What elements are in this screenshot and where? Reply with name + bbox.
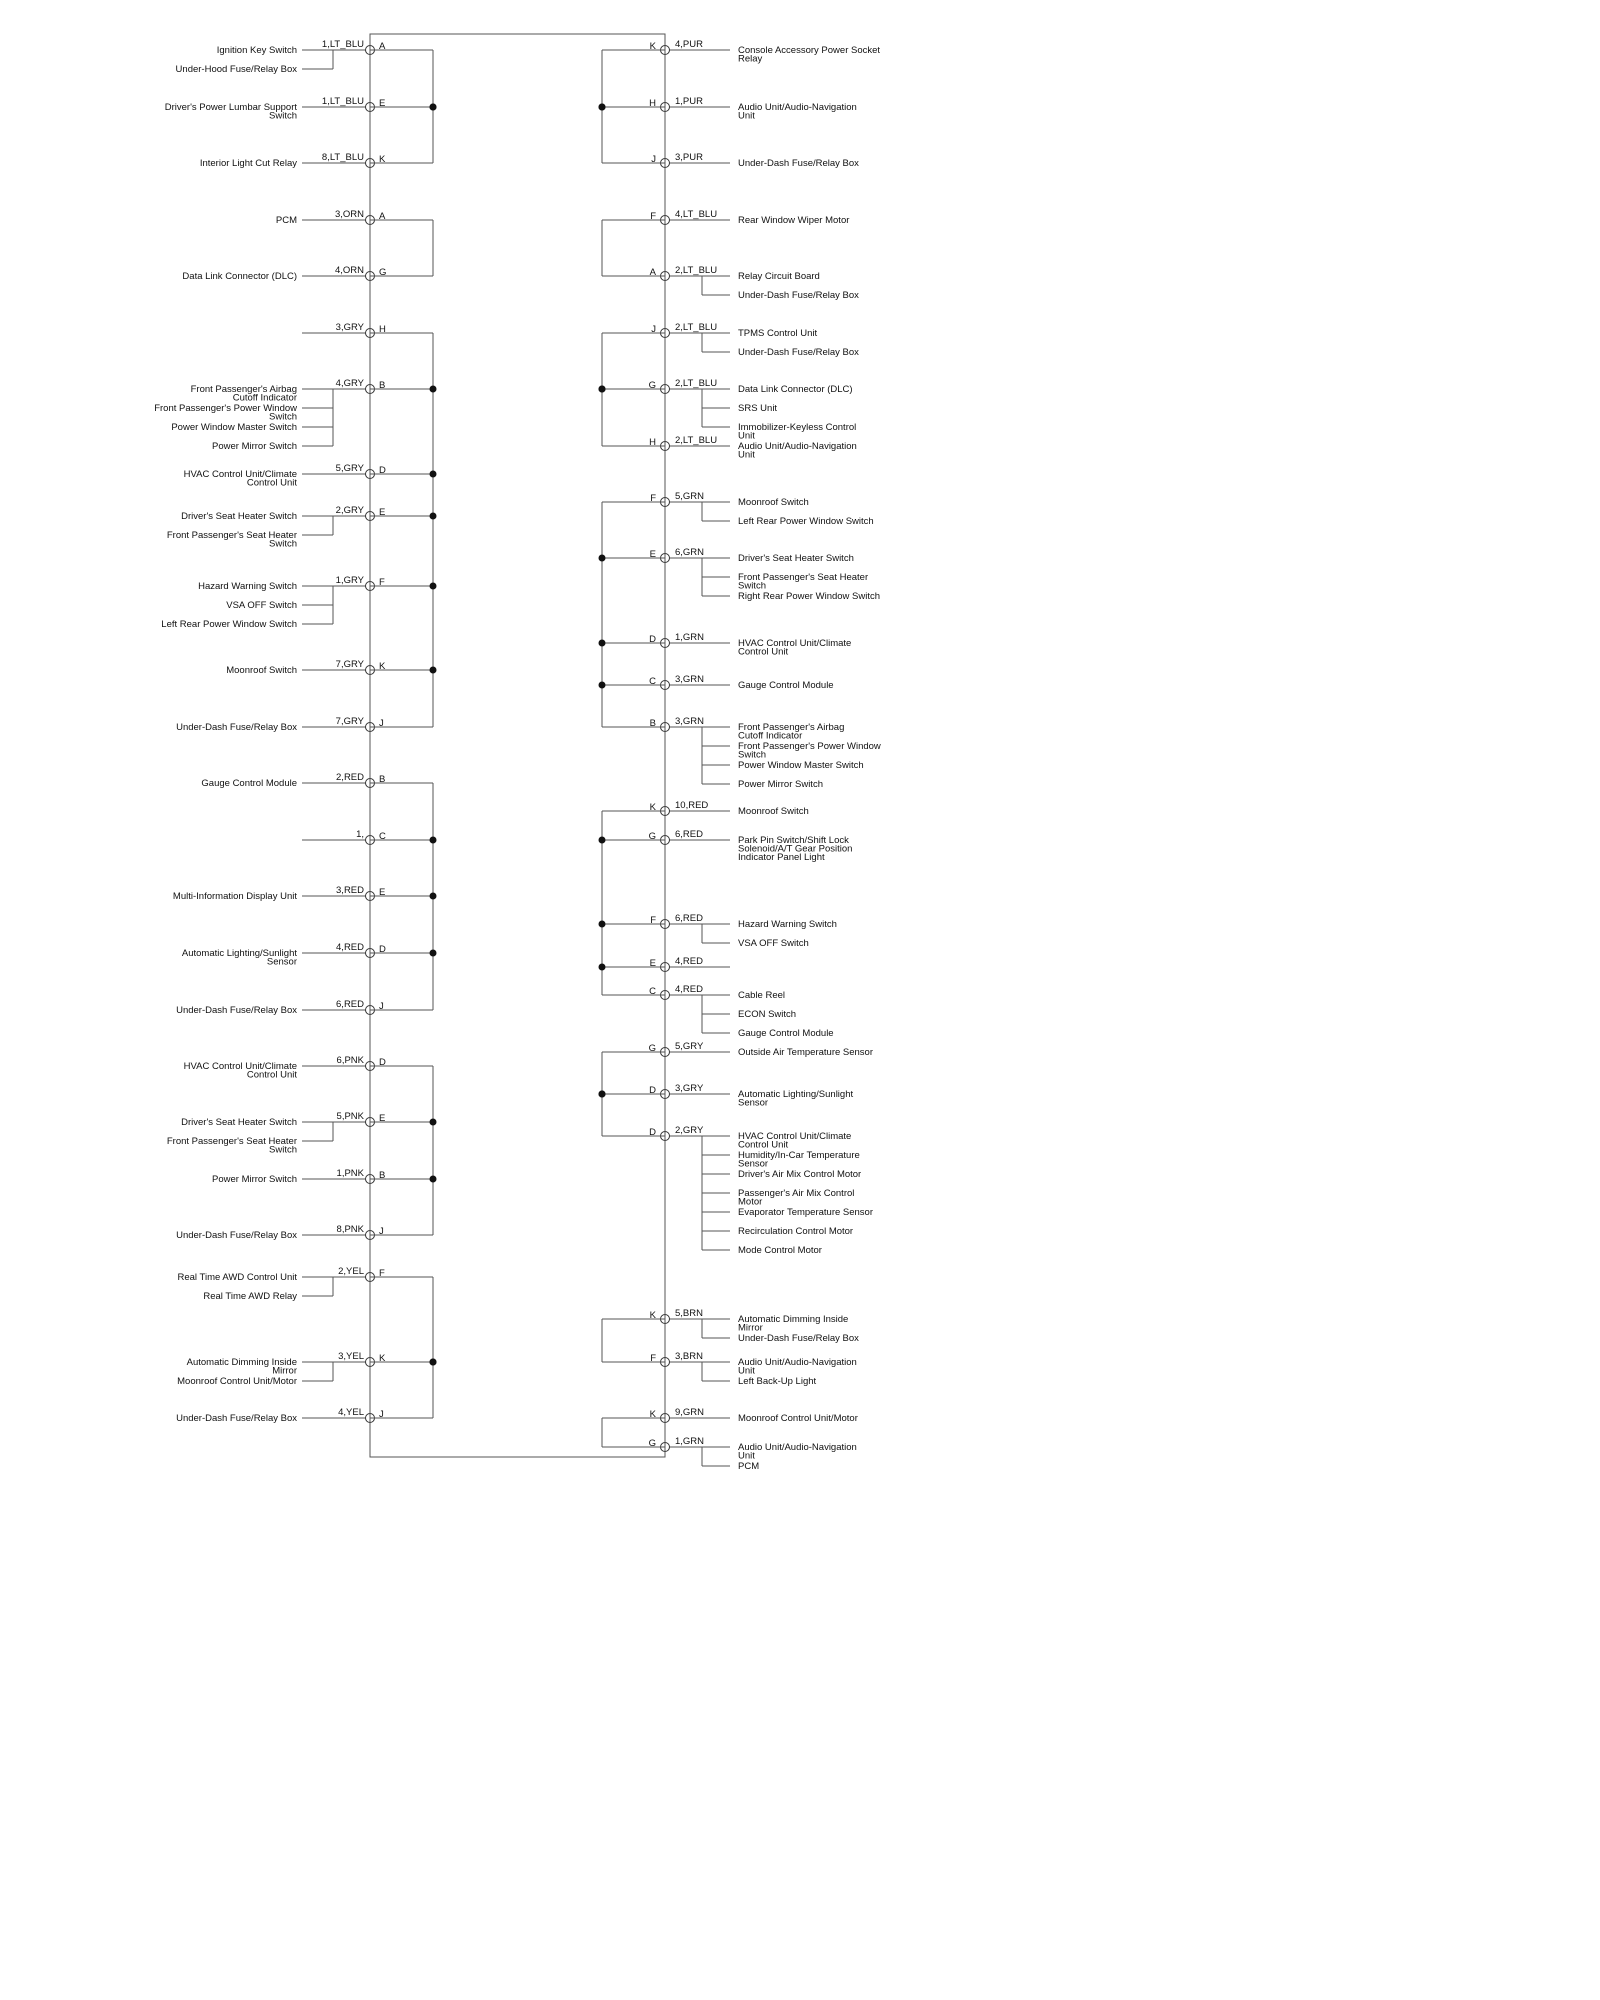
destination-label: Driver's Seat Heater Switch (738, 553, 854, 564)
circuit-label: 2,YEL (338, 1266, 364, 1277)
destination-label: Under-Dash Fuse/Relay Box (176, 1005, 297, 1016)
destination-label: Park Pin Switch/Shift Lock Solenoid/A/T Gear Position Indicator Panel Light (738, 835, 853, 864)
pin-letter: G (379, 267, 387, 278)
pin-letter: H (649, 98, 656, 109)
circuit-label: 6,RED (336, 999, 364, 1010)
destination-label: HVAC Control Unit/Climate Control Unit (738, 1131, 852, 1151)
destination-label: Moonroof Control Unit/Motor (738, 1413, 858, 1424)
destination-label: Driver's Seat Heater Switch (181, 1117, 297, 1128)
destination-label: Right Rear Power Window Switch (738, 591, 881, 602)
pin-letter: K (379, 154, 386, 165)
destination-label: ECON Switch (738, 1009, 797, 1020)
destination-label: Under-Hood Fuse/Relay Box (175, 64, 297, 75)
splice-point-icon (430, 893, 437, 900)
circuit-label: 2,LT_BLU (675, 322, 718, 333)
pin-letter: B (379, 774, 386, 785)
destination-label: HVAC Control Unit/Climate Control Unit (183, 469, 297, 489)
destination-label: VSA OFF Switch (226, 600, 297, 611)
module-outline (370, 34, 665, 1457)
destination-label: Recirculation Control Motor (738, 1226, 854, 1237)
circuit-label: 3,ORN (334, 209, 364, 220)
destination-label: Under-Dash Fuse/Relay Box (176, 722, 297, 733)
pin-letter: D (649, 1085, 656, 1096)
pin-letter: J (379, 1226, 384, 1237)
splice-point-icon (599, 682, 606, 689)
circuit-label: 1,GRN (675, 1436, 705, 1447)
splice-point-icon (430, 583, 437, 590)
destination-label: Moonroof Switch (738, 497, 809, 508)
splice-point-icon (599, 1091, 606, 1098)
destination-label: Passenger's Air Mix Control Motor (738, 1188, 855, 1208)
pin-letter: F (650, 211, 656, 222)
circuit-label: 4,RED (336, 942, 364, 953)
pin-letter: B (379, 1170, 386, 1181)
pin-letter: E (379, 507, 386, 518)
circuit-label: 3,GRY (675, 1083, 704, 1094)
circuit-label: 3,RED (336, 885, 364, 896)
pin-letter: J (379, 1409, 384, 1420)
splice-point-icon (599, 104, 606, 111)
pin-letter: A (379, 211, 386, 222)
pin-letter: G (648, 1438, 656, 1449)
destination-label: Front Passenger's Seat Heater Switch (166, 1136, 297, 1156)
destination-label: Moonroof Switch (226, 665, 297, 676)
destination-label: Interior Light Cut Relay (199, 158, 297, 169)
destination-label: Audio Unit/Audio-Navigation Unit (738, 1442, 857, 1462)
splice-point-icon (599, 837, 606, 844)
pin-letter: K (649, 1409, 656, 1420)
circuit-label: 6,RED (675, 829, 703, 840)
destination-label: Ignition Key Switch (216, 45, 297, 56)
pin-letter: F (650, 915, 656, 926)
circuit-label: 1,LT_BLU (321, 96, 364, 107)
destination-label: Front Passenger's Power Window Switch (738, 741, 881, 761)
splice-point-icon (430, 1119, 437, 1126)
pin-letter: B (379, 380, 386, 391)
pin-letter: F (650, 1353, 656, 1364)
destination-label: Gauge Control Module (201, 778, 297, 789)
destination-label: Data Link Connector (DLC) (182, 271, 297, 282)
pin-letter: H (649, 437, 656, 448)
circuit-label: 2,LT_BLU (675, 378, 718, 389)
splice-point-icon (430, 950, 437, 957)
circuit-label: 8,LT_BLU (321, 152, 364, 163)
pin-letter: E (649, 958, 656, 969)
destination-label: Evaporator Temperature Sensor (738, 1207, 874, 1218)
circuit-label: 3,PUR (675, 152, 703, 163)
destination-label: Gauge Control Module (738, 680, 834, 691)
destination-label: Moonroof Switch (738, 806, 809, 817)
destination-label: HVAC Control Unit/Climate Control Unit (738, 638, 852, 658)
destination-label: Front Passenger's Seat Heater Switch (166, 530, 297, 550)
destination-label: Cable Reel (738, 990, 785, 1001)
splice-point-icon (430, 837, 437, 844)
pin-letter: D (379, 465, 386, 476)
destination-label: Audio Unit/Audio-Navigation Unit (738, 1357, 857, 1377)
pin-letter: C (649, 986, 656, 997)
circuit-label: 2,GRY (675, 1125, 704, 1136)
splice-point-icon (599, 555, 606, 562)
destination-label: Data Link Connector (DLC) (738, 384, 853, 395)
destination-label: Gauge Control Module (738, 1028, 834, 1039)
circuit-label: 8,PNK (336, 1224, 364, 1235)
destination-label: Front Passenger's Airbag Cutoff Indicator (190, 384, 297, 404)
circuit-label: 2,RED (336, 772, 364, 783)
pin-letter: E (379, 98, 386, 109)
destination-label: Under-Dash Fuse/Relay Box (738, 290, 859, 301)
destination-label: Automatic Dimming Inside Mirror (738, 1314, 849, 1334)
splice-point-icon (430, 513, 437, 520)
circuit-label: 10,RED (675, 800, 709, 811)
circuit-label: 4,YEL (338, 1407, 364, 1418)
pin-letter: K (649, 802, 656, 813)
destination-label: Multi-Information Display Unit (172, 891, 297, 902)
splice-point-icon (430, 1359, 437, 1366)
circuit-label: 1,LT_BLU (321, 39, 364, 50)
destination-label: Automatic Lighting/Sunlight Sensor (738, 1089, 854, 1109)
destination-label: Audio Unit/Audio-Navigation Unit (738, 441, 857, 461)
circuit-label: 1,PUR (675, 96, 703, 107)
destination-label: Power Mirror Switch (212, 441, 297, 452)
splice-point-icon (430, 386, 437, 393)
circuit-label: 1,PNK (336, 1168, 364, 1179)
splice-point-icon (599, 964, 606, 971)
destination-label: Console Accessory Power Socket Relay (738, 45, 881, 65)
circuit-label: 6,RED (675, 913, 703, 924)
destination-label: Outside Air Temperature Sensor (738, 1047, 874, 1058)
pin-letter: J (379, 718, 384, 729)
destination-label: VSA OFF Switch (738, 938, 809, 949)
pin-letter: K (379, 1353, 386, 1364)
circuit-label: 3,BRN (675, 1351, 703, 1362)
pin-letter: G (648, 1043, 656, 1054)
destination-label: Mode Control Motor (738, 1245, 822, 1256)
destination-label: Hazard Warning Switch (198, 581, 297, 592)
circuit-label: 5,GRY (675, 1041, 704, 1052)
destination-label: Under-Dash Fuse/Relay Box (738, 1333, 859, 1344)
circuit-label: 4,GRY (335, 378, 364, 389)
destination-label: Under-Dash Fuse/Relay Box (738, 158, 859, 169)
circuit-label: 5,PNK (336, 1111, 364, 1122)
pin-letter: C (379, 831, 386, 842)
pin-letter: J (379, 1001, 384, 1012)
pin-letter: D (649, 1127, 656, 1138)
destination-label: Moonroof Control Unit/Motor (177, 1376, 297, 1387)
pin-letter: F (379, 577, 385, 588)
circuit-label: 1,GRN (675, 632, 705, 643)
destination-label: HVAC Control Unit/Climate Control Unit (183, 1061, 297, 1081)
pin-letter: B (649, 718, 656, 729)
destination-label: Front Passenger's Power Window Switch (154, 403, 297, 423)
circuit-label: 3,YEL (338, 1351, 364, 1362)
pin-letter: J (651, 324, 656, 335)
splice-point-icon (430, 471, 437, 478)
pin-letter: K (649, 1310, 656, 1321)
circuit-label: 4,RED (675, 984, 703, 995)
circuit-label: 9,GRN (675, 1407, 705, 1418)
pin-letter: D (649, 634, 656, 645)
destination-label: PCM (275, 215, 297, 226)
circuit-label: 2,LT_BLU (675, 265, 718, 276)
pin-letter: K (649, 41, 656, 52)
circuit-label: 4,RED (675, 956, 703, 967)
destination-label: Under-Dash Fuse/Relay Box (738, 347, 859, 358)
destination-label: Rear Window Wiper Motor (738, 215, 850, 226)
pin-letter: A (379, 41, 386, 52)
destination-label: Driver's Seat Heater Switch (181, 511, 297, 522)
destination-label: Driver's Power Lumbar Support Switch (164, 102, 297, 122)
destination-label: SRS Unit (738, 403, 778, 414)
destination-label: PCM (738, 1461, 760, 1472)
destination-label: Driver's Air Mix Control Motor (738, 1169, 862, 1180)
destination-label: Left Rear Power Window Switch (161, 619, 297, 630)
pin-letter: D (379, 944, 386, 955)
pin-letter: A (649, 267, 656, 278)
destination-label: Audio Unit/Audio-Navigation Unit (738, 102, 857, 122)
circuit-label: 3,GRN (675, 716, 705, 727)
destination-label: TPMS Control Unit (738, 328, 818, 339)
circuit-label: 7,GRY (335, 716, 364, 727)
destination-label: Real Time AWD Control Unit (177, 1272, 297, 1283)
circuit-label: 4,LT_BLU (675, 209, 718, 220)
circuit-label: 3,GRY (335, 322, 364, 333)
pin-letter: J (651, 154, 656, 165)
circuit-label: 6,GRN (675, 547, 705, 558)
splice-point-icon (599, 386, 606, 393)
splice-point-icon (599, 640, 606, 647)
pin-letter: D (379, 1057, 386, 1068)
destination-label: Front Passenger's Seat Heater Switch (738, 572, 869, 592)
destination-label: Left Back-Up Light (738, 1376, 817, 1387)
pin-letter: G (648, 831, 656, 842)
destination-label: Humidity/In-Car Temperature Sensor (738, 1150, 860, 1170)
circuit-label: 3,GRN (675, 674, 705, 685)
circuit-label: 7,GRY (335, 659, 364, 670)
destination-label: Power Window Master Switch (738, 760, 864, 771)
pin-letter: E (649, 549, 656, 560)
splice-point-icon (430, 1176, 437, 1183)
circuit-label: 1, (356, 829, 364, 840)
pin-letter: K (379, 661, 386, 672)
splice-point-icon (599, 921, 606, 928)
destination-label: Power Window Master Switch (171, 422, 297, 433)
circuit-label: 2,LT_BLU (675, 435, 718, 446)
destination-label: Front Passenger's Airbag Cutoff Indicator (738, 722, 845, 742)
circuit-label: 5,GRN (675, 491, 705, 502)
destination-label: Under-Dash Fuse/Relay Box (176, 1413, 297, 1424)
circuit-label: 4,ORN (334, 265, 364, 276)
destination-label: Automatic Lighting/Sunlight Sensor (181, 948, 297, 968)
destination-label: Relay Circuit Board (738, 271, 820, 282)
pin-letter: E (379, 887, 386, 898)
destination-label: Hazard Warning Switch (738, 919, 837, 930)
pin-letter: H (379, 324, 386, 335)
splice-point-icon (430, 104, 437, 111)
pin-letter: E (379, 1113, 386, 1124)
destination-label: Under-Dash Fuse/Relay Box (176, 1230, 297, 1241)
circuit-label: 4,PUR (675, 39, 703, 50)
circuit-label: 1,GRY (335, 575, 364, 586)
destination-label: Immobilizer-Keyless Control Unit (738, 422, 857, 442)
destination-label: Left Rear Power Window Switch (738, 516, 874, 527)
destination-label: Real Time AWD Relay (203, 1291, 297, 1302)
pin-letter: F (650, 493, 656, 504)
circuit-label: 6,PNK (336, 1055, 364, 1066)
pin-letter: G (648, 380, 656, 391)
circuit-label: 5,BRN (675, 1308, 703, 1319)
destination-label: Power Mirror Switch (212, 1174, 297, 1185)
circuit-label: 2,GRY (335, 505, 364, 516)
splice-point-icon (430, 667, 437, 674)
pin-letter: C (649, 676, 656, 687)
pin-letter: F (379, 1268, 385, 1279)
destination-label: Power Mirror Switch (738, 779, 823, 790)
circuit-label: 5,GRY (335, 463, 364, 474)
destination-label: Automatic Dimming Inside Mirror (186, 1357, 297, 1377)
